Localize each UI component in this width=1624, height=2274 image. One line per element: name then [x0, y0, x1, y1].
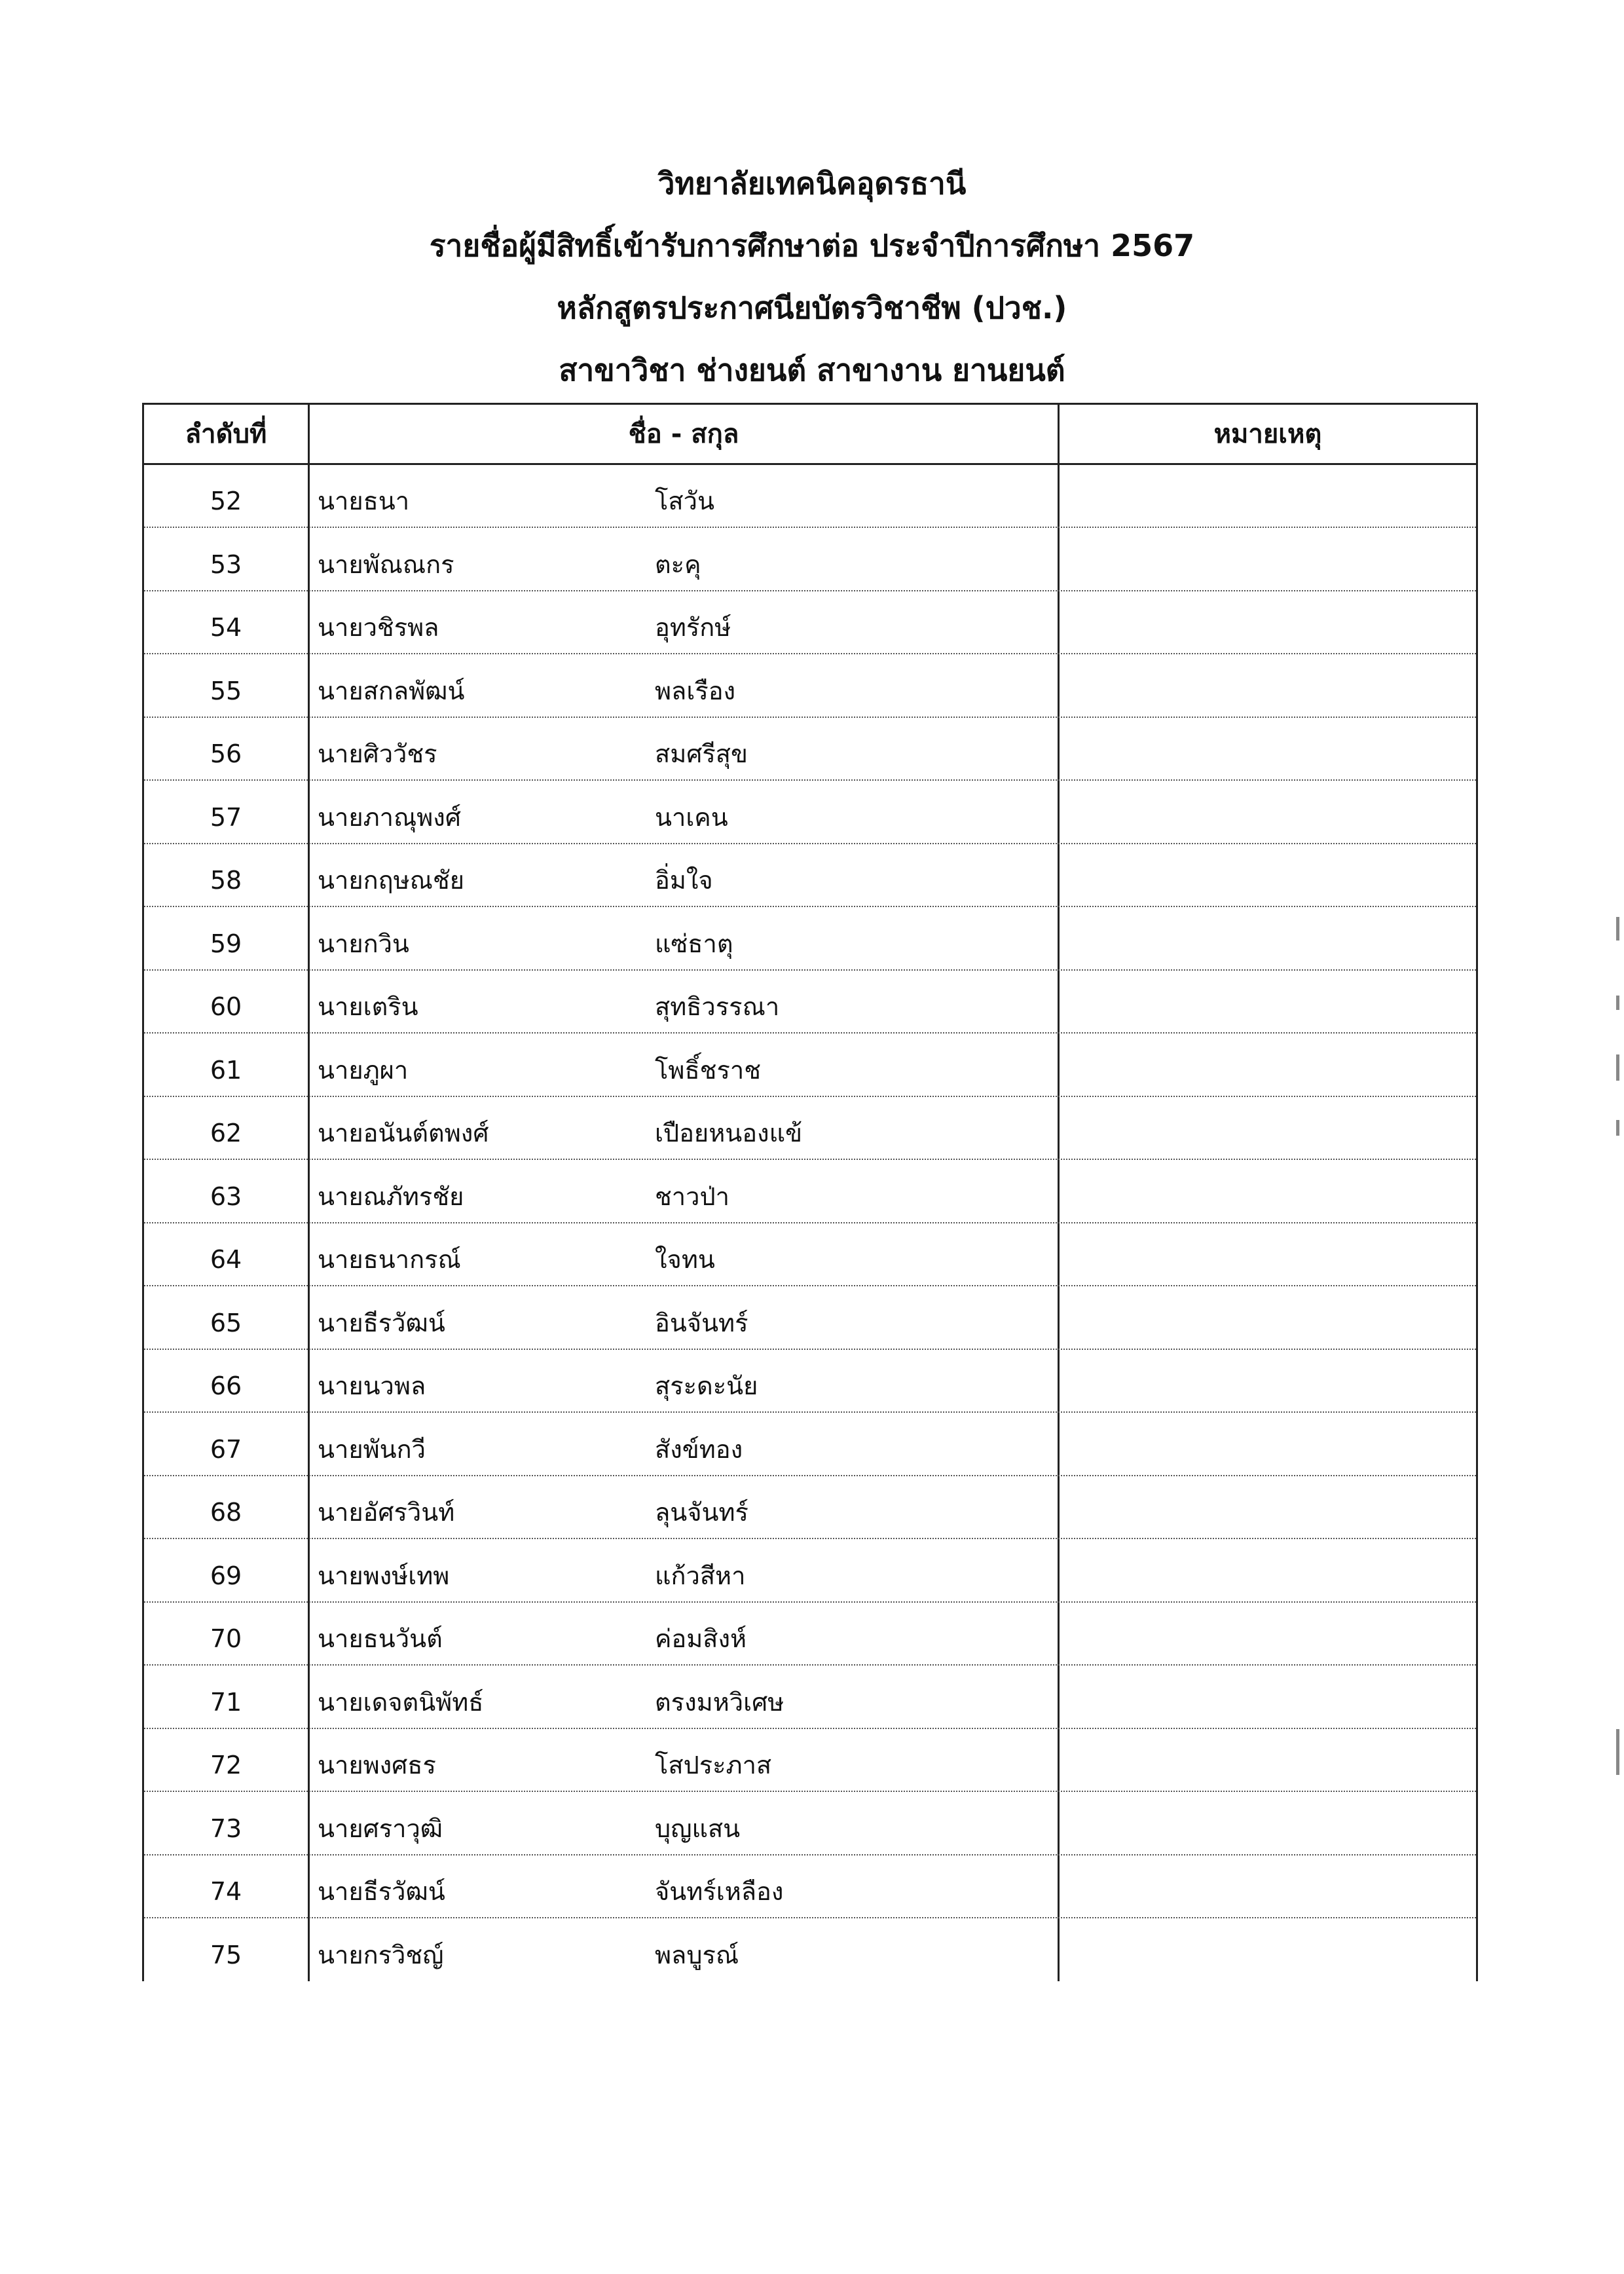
row-seq: 63: [210, 1182, 242, 1211]
scan-artifact: [1616, 1054, 1619, 1081]
row-seq: 68: [210, 1498, 242, 1527]
row-seq: 54: [210, 613, 242, 642]
department-title: สาขาวิชา ช่างยนต์ สาขางาน ยานยนต์: [559, 352, 1065, 388]
row-seq: 57: [210, 802, 242, 832]
row-first-name: นายอนันต์ตพงศ์: [318, 1119, 489, 1147]
row-first-name: นายพันกวี: [318, 1434, 426, 1464]
program-title: หลักสูตรประกาศนียบัตรวิชาชีพ (ปวช.): [557, 290, 1067, 326]
row-last-name: อิ่มใจ: [655, 866, 713, 895]
table-row: [144, 971, 1476, 1034]
row-first-name: นายพัณณกร: [318, 550, 454, 579]
row-first-name: นายธนวันต์: [318, 1624, 443, 1653]
table-row: [144, 655, 1476, 718]
row-seq: 69: [210, 1561, 242, 1590]
table-row: [144, 1919, 1476, 1982]
row-last-name: นาเคน: [655, 802, 728, 832]
row-seq: 52: [210, 487, 242, 515]
row-seq: 59: [210, 929, 242, 958]
row-seq: 60: [210, 992, 242, 1021]
row-first-name: นายธีรวัฒน์: [318, 1308, 445, 1337]
row-seq: 71: [210, 1687, 242, 1717]
row-last-name: สมศรีสุข: [655, 739, 748, 768]
row-first-name: นายกวิน: [318, 929, 409, 958]
row-last-name: โพธิ์ชราช: [655, 1055, 761, 1085]
row-last-name: บุญแสน: [655, 1814, 741, 1843]
row-first-name: นายณภัทรชัย: [318, 1182, 464, 1211]
table-row: [144, 1350, 1476, 1413]
row-first-name: นายกฤษณชัย: [318, 866, 464, 895]
row-first-name: นายพงษ์เทพ: [318, 1561, 450, 1590]
row-seq: 70: [210, 1624, 242, 1653]
table-top-border: [142, 403, 1478, 405]
row-seq: 73: [210, 1814, 242, 1843]
row-seq: 75: [210, 1940, 242, 1969]
row-last-name: โสประภาส: [655, 1751, 772, 1780]
column-header-note: หมายเหตุ: [1213, 419, 1322, 449]
row-last-name: อุทรักษ์: [655, 613, 731, 642]
row-first-name: นายสกลพัฒน์: [318, 676, 465, 705]
row-seq: 74: [210, 1877, 242, 1906]
scan-artifact: [1616, 1729, 1619, 1775]
table-row: [144, 1603, 1476, 1666]
table-row: [144, 591, 1476, 654]
row-first-name: นายภูผา: [318, 1055, 409, 1085]
row-last-name: ตรงมหวิเศษ: [655, 1687, 784, 1717]
row-seq: 56: [210, 739, 242, 768]
row-first-name: นายภาณุพงศ์: [318, 802, 461, 832]
row-first-name: นายศราวุฒิ: [318, 1814, 443, 1843]
row-last-name: ตะคุ: [655, 550, 701, 579]
table-row: [144, 718, 1476, 781]
row-seq: 53: [210, 550, 242, 579]
row-first-name: นายเตริน: [318, 992, 418, 1021]
scan-artifact: [1616, 996, 1619, 1010]
row-seq: 72: [210, 1751, 242, 1780]
row-last-name: อินจันทร์: [655, 1308, 748, 1337]
row-first-name: นายกรวิชญ์: [318, 1940, 444, 1969]
row-last-name: ค่อมสิงห์: [655, 1624, 747, 1653]
row-last-name: แซ่ธาตุ: [655, 929, 733, 958]
row-seq: 65: [210, 1308, 242, 1337]
row-first-name: นายธีรวัฒน์: [318, 1877, 445, 1906]
row-first-name: นายธนากรณ์: [318, 1245, 461, 1274]
table-row: [144, 465, 1476, 528]
row-seq: 61: [210, 1055, 242, 1085]
table-row: [144, 1476, 1476, 1539]
table-row: [144, 1287, 1476, 1350]
row-last-name: โสวัน: [655, 487, 714, 515]
table-row: [144, 1097, 1476, 1160]
table-row: [144, 1540, 1476, 1603]
row-last-name: ลุนจันทร์: [655, 1498, 748, 1527]
table-row: [144, 908, 1476, 971]
column-header-seq: ลำดับที่: [185, 419, 267, 449]
row-last-name: เปือยหนองแข้: [655, 1119, 803, 1147]
table-row: [144, 1729, 1476, 1792]
row-first-name: นายอัศรวินท์: [318, 1498, 455, 1527]
row-last-name: ใจทน: [655, 1245, 715, 1274]
table-row: [144, 1223, 1476, 1286]
list-subtitle: รายชื่อผู้มีสิทธิ์เข้ารับการศึกษาต่อ ประจำปีการศึกษา 2567: [429, 228, 1195, 263]
table-right-border: [1476, 403, 1478, 1981]
table-row: [144, 1413, 1476, 1476]
row-last-name: สังข์ทอง: [655, 1434, 743, 1464]
table-row: [144, 1855, 1476, 1918]
student-table: [142, 403, 1478, 1981]
row-last-name: พลบูรณ์: [655, 1940, 739, 1969]
row-seq: 64: [210, 1245, 242, 1274]
row-seq: 62: [210, 1119, 242, 1147]
row-last-name: แก้วสีหา: [655, 1561, 746, 1590]
row-first-name: นายธนา: [318, 487, 410, 515]
row-last-name: สุระดะนัย: [655, 1371, 758, 1400]
table-row: [144, 1793, 1476, 1855]
row-last-name: พลเรือง: [655, 676, 736, 705]
row-seq: 66: [210, 1371, 242, 1400]
institution-title: วิทยาลัยเทคนิคอุดรธานี: [657, 166, 967, 201]
row-first-name: นายศิววัชร: [318, 739, 437, 768]
row-seq: 67: [210, 1434, 242, 1464]
table-row: [144, 529, 1476, 591]
row-first-name: นายนวพล: [318, 1371, 426, 1400]
row-last-name: จันทร์เหลือง: [655, 1877, 784, 1906]
row-seq: 55: [210, 676, 242, 705]
scan-artifact: [1616, 1120, 1619, 1136]
table-row: [144, 844, 1476, 907]
table-row: [144, 781, 1476, 844]
row-last-name: สุทธิวรรณา: [655, 992, 780, 1021]
row-seq: 58: [210, 866, 242, 895]
table-row: [144, 1034, 1476, 1097]
table-row: [144, 1666, 1476, 1729]
row-first-name: นายเดจตนิพัทธ์: [318, 1687, 484, 1717]
column-header-name: ชื่อ - สกุล: [628, 419, 739, 449]
row-last-name: ชาวป่า: [655, 1182, 729, 1211]
row-first-name: นายพงศธร: [318, 1751, 436, 1780]
scan-artifact: [1616, 917, 1619, 941]
row-first-name: นายวชิรพล: [318, 613, 439, 642]
table-row: [144, 1161, 1476, 1223]
